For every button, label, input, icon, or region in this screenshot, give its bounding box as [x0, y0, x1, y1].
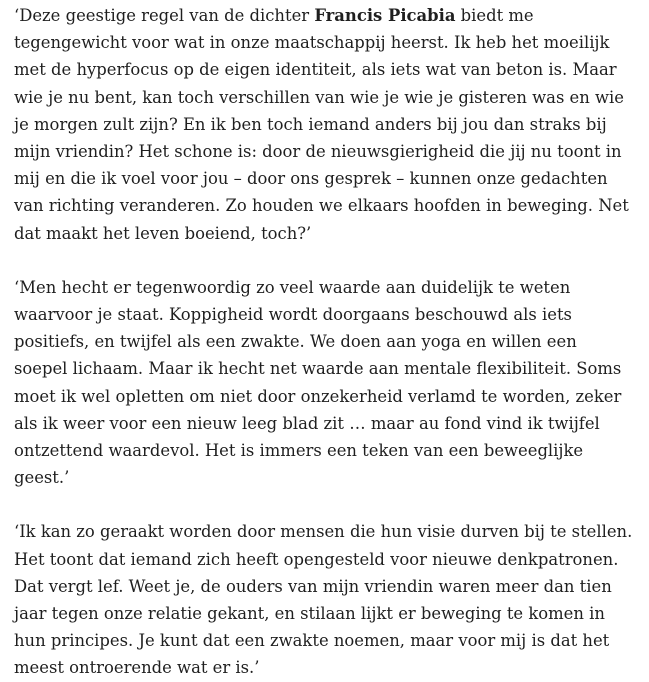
paragraph-2: ‘Men hecht er tegenwoordig zo veel waarde aan duidelijk te weten waarvoor je staat. Koppigheid wordt doorgaans beschouwd als iets positiefs, en twijfel als een zwakte. We doen aan yoga en willen een soepel lichaam. Maar ik hecht net waarde aan mentale flexibiliteit. Soms moet ik wel opletten om niet door onzekerheid verlamd te worden, zeker als ik weer voor een nieuw leeg blad zit … maar au fond vind ik twijfel ontzettend waardevol. Het is immers een teken van een beweeglijke geest.’: [14, 277, 622, 488]
poet-name: Francis Picabia: [314, 6, 456, 25]
paragraph-1: [14, 2, 635, 247]
paragraph-1-lead: ‘Deze geestige regel van de dichter: [14, 6, 315, 25]
paragraph-1-rest: biedt me tegengewicht voor wat in onze maatschappij heerst. Ik heb het moeilijk met de hyperfocus op de eigen identiteit, als iets wat van beton is. Maar wie je nu bent, kan toch verschillen van wie je wie je gisteren was en wie je morgen zult zijn? En ik ben toch iemand anders bij jou dan straks bij mijn vriendin? Het schone is: door de nieuwsgierigheid die jij nu toont in mij en die ik voel voor jou – door ons gesprek – kunnen onze gedachten van richting veranderen. Zo houden we elkaars hoofden in beweging. Net dat maakt het leven boeiend, toch?’: [14, 6, 629, 243]
paragraph-3: ‘Ik kan zo geraakt worden door mensen die hun visie durven bij te stellen. Het toont dat iemand zich heeft opengesteld voor nieuwe denkpatronen. Dat vergt lef. Weet je, de ouders van mijn vriendin waren meer dan tien jaar tegen onze relatie gekant, en stilaan lijkt er beweging te komen in hun principes. Je kunt dat een zwakte noemen, maar voor mij is dat het meest ontroerende wat er is.’: [14, 522, 633, 678]
